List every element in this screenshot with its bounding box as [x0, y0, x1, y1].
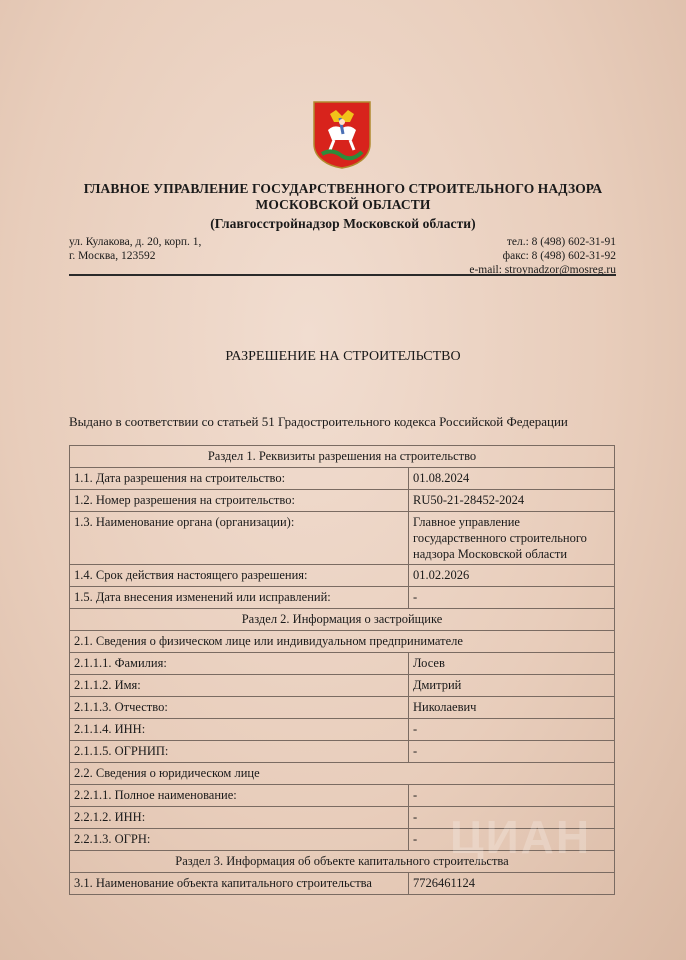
row-value: Николаевич [409, 697, 615, 719]
org-name-line1: ГЛАВНОЕ УПРАВЛЕНИЕ ГОСУДАРСТВЕННОГО СТРОИТЕЛЬНОГО НАДЗОРА [83, 181, 603, 196]
table-row [70, 719, 615, 741]
row-label: 1.1. Дата разрешения на строительство: [70, 468, 409, 490]
contacts-block [469, 235, 616, 277]
row-value: Главное управление государственного строительного надзора Московской области [409, 512, 615, 565]
table-row [70, 785, 615, 807]
table-row [70, 512, 615, 565]
row-value: RU50-21-28452-2024 [409, 490, 615, 512]
table-row [70, 675, 615, 697]
row-value: - [409, 741, 615, 763]
table-row [70, 468, 615, 490]
row-label: 2.1.1.1. Фамилия: [70, 653, 409, 675]
row-label: 2.1.1.4. ИНН: [70, 719, 409, 741]
section-row [70, 609, 615, 631]
phone-number: тел.: 8 (498) 602-31-91 [506, 236, 616, 248]
moscow-oblast-coat-of-arms-icon [312, 100, 372, 170]
issued-basis: Выдано в соответствии со статьей 51 Градостроительного кодекса Российской Федерации [69, 414, 568, 429]
org-short-name: (Главгосстройнадзор Московской области) [210, 216, 476, 231]
subsection-row [70, 631, 615, 653]
row-value: 01.08.2024 [409, 468, 615, 490]
section-2-header: Раздел 2. Информация о застройщике [70, 609, 615, 631]
header-divider [69, 274, 616, 276]
row-label: 2.1.1.3. Отчество: [70, 697, 409, 719]
row-value: 01.02.2026 [409, 565, 615, 587]
row-value: - [409, 719, 615, 741]
section-3-header: Раздел 3. Информация об объекте капитального строительства [70, 851, 615, 873]
row-label: 1.4. Срок действия настоящего разрешения: [70, 565, 409, 587]
row-label: 1.3. Наименование органа (организации): [70, 512, 409, 565]
address-street: ул. Кулакова, д. 20, корп. 1, [69, 236, 202, 248]
row-value: - [409, 785, 615, 807]
table-row [70, 873, 615, 895]
address-block [69, 235, 201, 263]
table-row [70, 587, 615, 609]
table-row [70, 741, 615, 763]
section-row [70, 446, 615, 468]
row-label: 2.1.1.5. ОГРНИП: [70, 741, 409, 763]
row-label: 2.1.1.2. Имя: [70, 675, 409, 697]
row-label: 2.2.1.3. ОГРН: [70, 829, 409, 851]
cian-watermark: ЦИАН [450, 811, 592, 863]
row-value: - [409, 807, 615, 829]
row-value: - [409, 587, 615, 609]
row-label: 2.2.1.1. Полное наименование: [70, 785, 409, 807]
address-city: г. Москва, 123592 [69, 250, 156, 262]
row-value: 7726461124 [409, 873, 615, 895]
table-row [70, 490, 615, 512]
row-label: 1.2. Номер разрешения на строительство: [70, 490, 409, 512]
section-1-header: Раздел 1. Реквизиты разрешения на строительство [70, 446, 615, 468]
table-row [70, 565, 615, 587]
email-address: e-mail: stroynadzor@mosreg.ru [469, 264, 616, 276]
row-value: Лосев [409, 653, 615, 675]
subsection-2-2-header: 2.2. Сведения о юридическом лице [70, 763, 615, 785]
row-value: - [409, 829, 615, 851]
subsection-2-1-header: 2.1. Сведения о физическом лице или индивидуальном предпринимателе [70, 631, 615, 653]
table-row [70, 697, 615, 719]
subsection-row [70, 763, 615, 785]
row-label: 2.2.1.2. ИНН: [70, 807, 409, 829]
fax-number: факс: 8 (498) 602-31-92 [502, 250, 616, 262]
document-title: РАЗРЕШЕНИЕ НА СТРОИТЕЛЬСТВО [225, 349, 461, 364]
table-row [70, 653, 615, 675]
row-value: Дмитрий [409, 675, 615, 697]
row-label: 1.5. Дата внесения изменений или исправлений: [70, 587, 409, 609]
row-label: 3.1. Наименование объекта капитального строительства [70, 873, 409, 895]
org-name-line2: МОСКОВСКОЙ ОБЛАСТИ [255, 197, 431, 212]
